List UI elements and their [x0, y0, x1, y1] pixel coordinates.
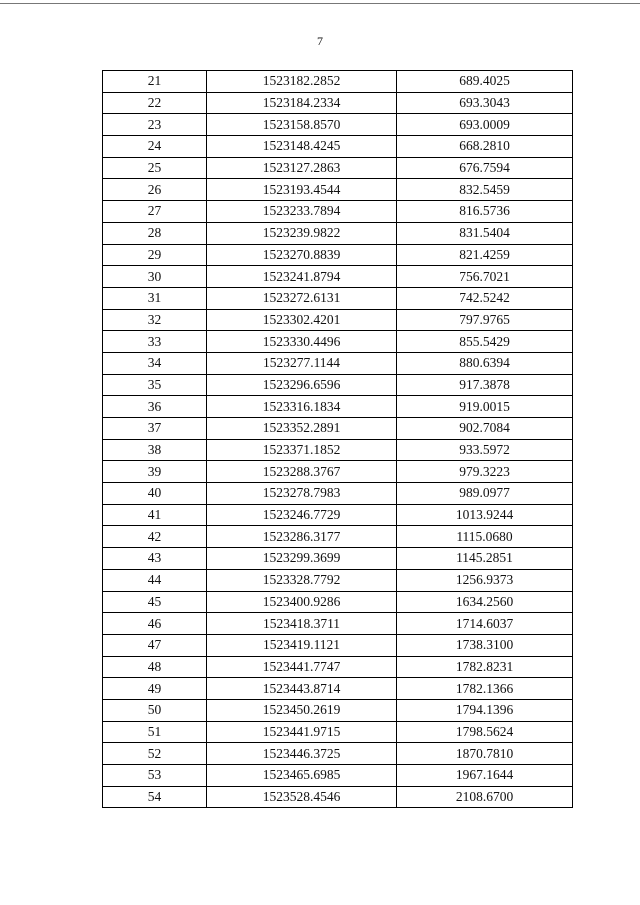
table-row — [103, 656, 573, 678]
point-number-cell: 45 — [103, 591, 207, 613]
y-coordinate-cell: 676.7594 — [397, 157, 573, 179]
point-number-cell: 44 — [103, 569, 207, 591]
table-row — [103, 396, 573, 418]
x-coordinate-cell: 1523419.1121 — [207, 634, 397, 656]
table-row — [103, 699, 573, 721]
point-number-cell: 23 — [103, 114, 207, 136]
table-row — [103, 613, 573, 635]
coordinates-table-body — [103, 71, 573, 808]
y-coordinate-cell: 1967.1644 — [397, 765, 573, 787]
y-coordinate-cell: 1794.1396 — [397, 699, 573, 721]
point-number-cell: 22 — [103, 92, 207, 114]
y-coordinate-cell: 821.4259 — [397, 244, 573, 266]
table-row — [103, 678, 573, 700]
table-row — [103, 743, 573, 765]
table-row — [103, 309, 573, 331]
table-row — [103, 244, 573, 266]
table-row — [103, 418, 573, 440]
x-coordinate-cell: 1523239.9822 — [207, 222, 397, 244]
point-number-cell: 46 — [103, 613, 207, 635]
y-coordinate-cell: 693.3043 — [397, 92, 573, 114]
y-coordinate-cell: 902.7084 — [397, 418, 573, 440]
y-coordinate-cell: 1782.1366 — [397, 678, 573, 700]
x-coordinate-cell: 1523418.3711 — [207, 613, 397, 635]
y-coordinate-cell: 693.0009 — [397, 114, 573, 136]
x-coordinate-cell: 1523299.3699 — [207, 548, 397, 570]
table-row — [103, 591, 573, 613]
x-coordinate-cell: 1523277.1144 — [207, 352, 397, 374]
x-coordinate-cell: 1523371.1852 — [207, 439, 397, 461]
y-coordinate-cell: 1714.6037 — [397, 613, 573, 635]
coordinates-table — [102, 70, 573, 808]
y-coordinate-cell: 989.0977 — [397, 483, 573, 505]
table-row — [103, 136, 573, 158]
point-number-cell: 43 — [103, 548, 207, 570]
point-number-cell: 50 — [103, 699, 207, 721]
x-coordinate-cell: 1523278.7983 — [207, 483, 397, 505]
point-number-cell: 32 — [103, 309, 207, 331]
x-coordinate-cell: 1523246.7729 — [207, 504, 397, 526]
table-row — [103, 548, 573, 570]
x-coordinate-cell: 1523241.8794 — [207, 266, 397, 288]
point-number-cell: 51 — [103, 721, 207, 743]
point-number-cell: 21 — [103, 71, 207, 93]
x-coordinate-cell: 1523184.2334 — [207, 92, 397, 114]
point-number-cell: 34 — [103, 352, 207, 374]
point-number-cell: 33 — [103, 331, 207, 353]
point-number-cell: 30 — [103, 266, 207, 288]
table-row — [103, 331, 573, 353]
table-row — [103, 266, 573, 288]
point-number-cell: 47 — [103, 634, 207, 656]
x-coordinate-cell: 1523352.2891 — [207, 418, 397, 440]
point-number-cell: 35 — [103, 374, 207, 396]
table-row — [103, 634, 573, 656]
y-coordinate-cell: 1738.3100 — [397, 634, 573, 656]
x-coordinate-cell: 1523450.2619 — [207, 699, 397, 721]
x-coordinate-cell: 1523400.9286 — [207, 591, 397, 613]
y-coordinate-cell: 756.7021 — [397, 266, 573, 288]
y-coordinate-cell: 919.0015 — [397, 396, 573, 418]
x-coordinate-cell: 1523328.7792 — [207, 569, 397, 591]
y-coordinate-cell: 816.5736 — [397, 201, 573, 223]
x-coordinate-cell: 1523270.8839 — [207, 244, 397, 266]
point-number-cell: 24 — [103, 136, 207, 158]
point-number-cell: 26 — [103, 179, 207, 201]
x-coordinate-cell: 1523330.4496 — [207, 331, 397, 353]
x-coordinate-cell: 1523441.7747 — [207, 656, 397, 678]
point-number-cell: 52 — [103, 743, 207, 765]
x-coordinate-cell: 1523441.9715 — [207, 721, 397, 743]
x-coordinate-cell: 1523443.8714 — [207, 678, 397, 700]
y-coordinate-cell: 1256.9373 — [397, 569, 573, 591]
y-coordinate-cell: 742.5242 — [397, 287, 573, 309]
point-number-cell: 40 — [103, 483, 207, 505]
x-coordinate-cell: 1523272.6131 — [207, 287, 397, 309]
table-row — [103, 352, 573, 374]
x-coordinate-cell: 1523465.6985 — [207, 765, 397, 787]
table-row — [103, 201, 573, 223]
table-row — [103, 114, 573, 136]
point-number-cell: 54 — [103, 786, 207, 808]
table-row — [103, 461, 573, 483]
table-row — [103, 179, 573, 201]
table-row — [103, 526, 573, 548]
point-number-cell: 31 — [103, 287, 207, 309]
point-number-cell: 38 — [103, 439, 207, 461]
y-coordinate-cell: 1870.7810 — [397, 743, 573, 765]
table-row — [103, 569, 573, 591]
x-coordinate-cell: 1523446.3725 — [207, 743, 397, 765]
table-row — [103, 374, 573, 396]
table-row — [103, 765, 573, 787]
x-coordinate-cell: 1523528.4546 — [207, 786, 397, 808]
point-number-cell: 39 — [103, 461, 207, 483]
point-number-cell: 27 — [103, 201, 207, 223]
y-coordinate-cell: 1634.2560 — [397, 591, 573, 613]
x-coordinate-cell: 1523182.2852 — [207, 71, 397, 93]
y-coordinate-cell: 689.4025 — [397, 71, 573, 93]
y-coordinate-cell: 880.6394 — [397, 352, 573, 374]
table-row — [103, 786, 573, 808]
table-row — [103, 71, 573, 93]
table-row — [103, 504, 573, 526]
table-row — [103, 721, 573, 743]
y-coordinate-cell: 2108.6700 — [397, 786, 573, 808]
point-number-cell: 37 — [103, 418, 207, 440]
y-coordinate-cell: 933.5972 — [397, 439, 573, 461]
table-row — [103, 439, 573, 461]
point-number-cell: 48 — [103, 656, 207, 678]
x-coordinate-cell: 1523286.3177 — [207, 526, 397, 548]
y-coordinate-cell: 668.2810 — [397, 136, 573, 158]
y-coordinate-cell: 831.5404 — [397, 222, 573, 244]
y-coordinate-cell: 917.3878 — [397, 374, 573, 396]
y-coordinate-cell: 979.3223 — [397, 461, 573, 483]
table-row — [103, 287, 573, 309]
point-number-cell: 28 — [103, 222, 207, 244]
x-coordinate-cell: 1523316.1834 — [207, 396, 397, 418]
table-row — [103, 222, 573, 244]
table-row — [103, 92, 573, 114]
y-coordinate-cell: 855.5429 — [397, 331, 573, 353]
x-coordinate-cell: 1523193.4544 — [207, 179, 397, 201]
x-coordinate-cell: 1523296.6596 — [207, 374, 397, 396]
x-coordinate-cell: 1523302.4201 — [207, 309, 397, 331]
y-coordinate-cell: 1782.8231 — [397, 656, 573, 678]
table-row — [103, 483, 573, 505]
y-coordinate-cell: 1115.0680 — [397, 526, 573, 548]
y-coordinate-cell: 832.5459 — [397, 179, 573, 201]
point-number-cell: 29 — [103, 244, 207, 266]
point-number-cell: 42 — [103, 526, 207, 548]
point-number-cell: 25 — [103, 157, 207, 179]
table-row — [103, 157, 573, 179]
point-number-cell: 36 — [103, 396, 207, 418]
y-coordinate-cell: 797.9765 — [397, 309, 573, 331]
x-coordinate-cell: 1523158.8570 — [207, 114, 397, 136]
point-number-cell: 41 — [103, 504, 207, 526]
y-coordinate-cell: 1798.5624 — [397, 721, 573, 743]
point-number-cell: 53 — [103, 765, 207, 787]
x-coordinate-cell: 1523148.4245 — [207, 136, 397, 158]
y-coordinate-cell: 1145.2851 — [397, 548, 573, 570]
page-number: 7 — [317, 34, 323, 48]
top-rule — [0, 3, 640, 4]
x-coordinate-cell: 1523233.7894 — [207, 201, 397, 223]
x-coordinate-cell: 1523127.2863 — [207, 157, 397, 179]
y-coordinate-cell: 1013.9244 — [397, 504, 573, 526]
x-coordinate-cell: 1523288.3767 — [207, 461, 397, 483]
point-number-cell: 49 — [103, 678, 207, 700]
